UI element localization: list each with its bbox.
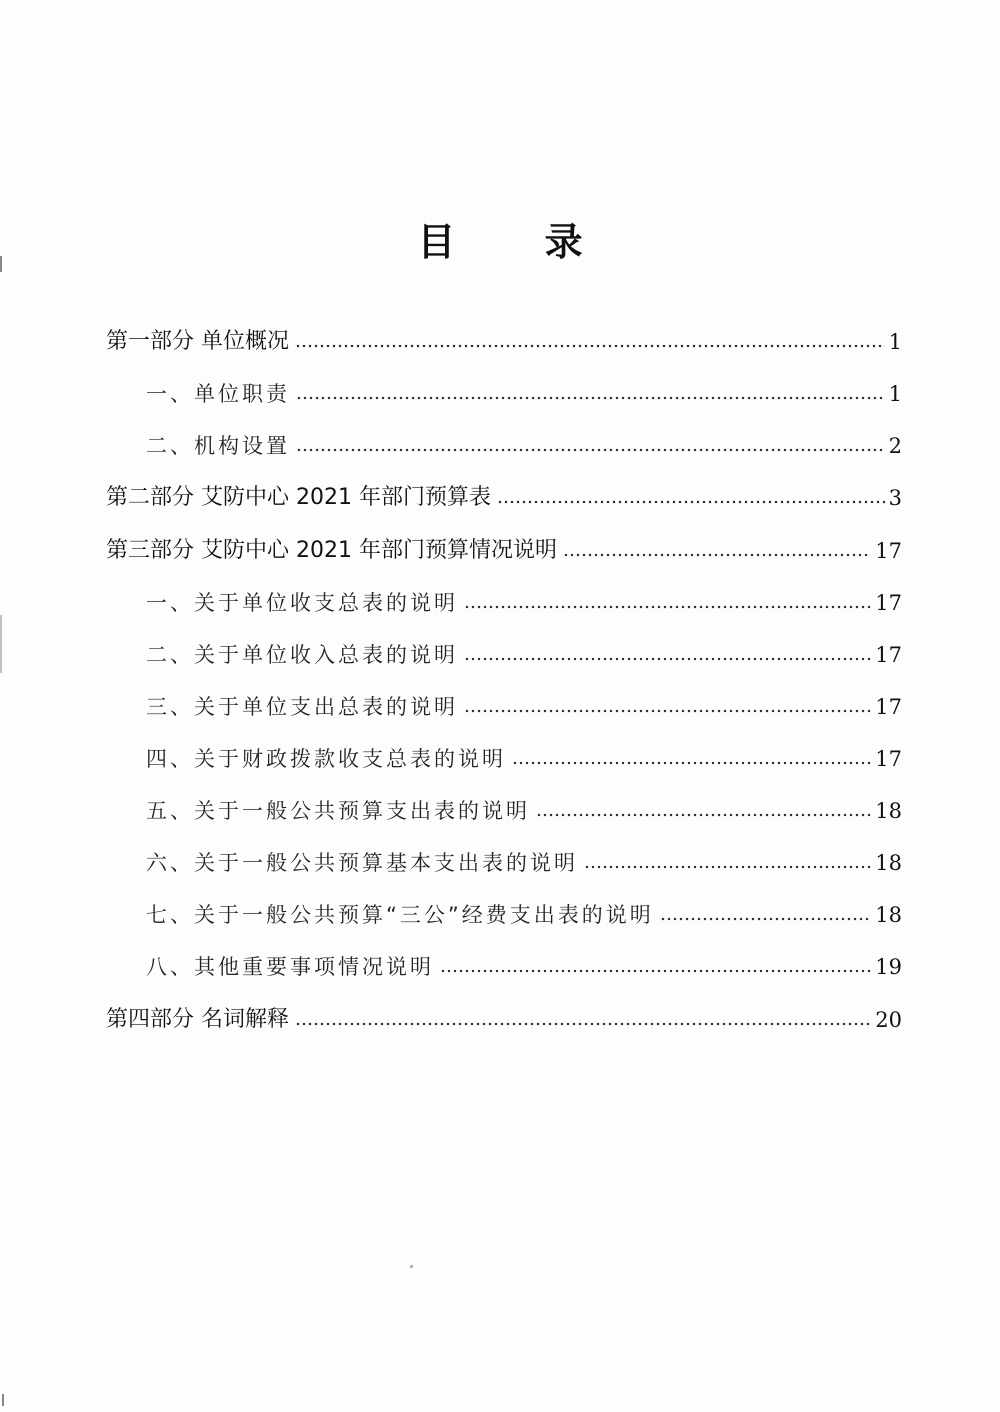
toc-page-number: 20 [875, 1008, 902, 1032]
toc-leader-dots [296, 446, 885, 454]
toc-entry-income-expense-summary[interactable] [146, 585, 902, 621]
toc-entry-label: 三、关于单位支出总表的说明 [146, 695, 458, 719]
toc-entry-income-summary[interactable] [146, 637, 902, 673]
toc-page-number: 1 [888, 382, 902, 406]
toc-leader-dots [660, 915, 872, 923]
toc-leader-dots [497, 498, 885, 506]
scan-edge-mark [2, 1394, 4, 1406]
toc-entry-label: 第四部分 名词解释 [106, 1007, 289, 1032]
toc-page-number: 2 [888, 434, 902, 458]
toc-page-number: 18 [875, 903, 902, 927]
toc-leader-dots [464, 655, 871, 663]
toc-entry-part-1[interactable] [106, 324, 902, 360]
toc-leader-dots [512, 759, 871, 767]
toc-entry-general-budget-expense[interactable] [146, 793, 902, 829]
toc-entry-expense-summary[interactable] [146, 689, 902, 725]
toc-entry-label: 二、机构设置 [146, 434, 290, 458]
toc-leader-dots [295, 1020, 871, 1028]
scan-dust-mark [410, 1265, 413, 1268]
toc-entry-label: 第三部分 艾防中心 2021 年部门预算情况说明 [106, 538, 557, 563]
toc-leader-dots [440, 967, 871, 975]
toc-leader-dots [464, 707, 871, 715]
scan-edge-mark [0, 256, 2, 272]
toc-entry-label: 六、关于一般公共预算基本支出表的说明 [146, 851, 578, 875]
toc-entry-label: 二、关于单位收入总表的说明 [146, 643, 458, 667]
toc-leader-dots [296, 394, 885, 402]
toc-leader-dots [464, 603, 871, 611]
toc-entry-org-structure[interactable] [146, 428, 902, 464]
toc-page-number: 17 [875, 591, 902, 615]
toc-page-number: 3 [888, 486, 902, 510]
toc-entry-label: 四、关于财政拨款收支总表的说明 [146, 747, 506, 771]
toc-entry-fiscal-appropriation[interactable] [146, 741, 902, 777]
scan-edge-mark [0, 615, 2, 673]
toc-entry-label: 一、关于单位收支总表的说明 [146, 591, 458, 615]
toc-entry-label: 八、其他重要事项情况说明 [146, 955, 434, 979]
toc-entry-unit-duties[interactable] [146, 376, 902, 412]
toc-page-number: 18 [875, 799, 902, 823]
toc-entry-other-matters[interactable] [146, 949, 902, 985]
toc-entry-label: 一、单位职责 [146, 382, 290, 406]
toc-entry-label: 五、关于一般公共预算支出表的说明 [146, 799, 530, 823]
page-title: 目 录 [417, 220, 621, 264]
toc-entry-label: 七、关于一般公共预算“三公”经费支出表的说明 [146, 903, 654, 927]
toc-page-number: 19 [875, 955, 902, 979]
toc-entry-part-2[interactable] [106, 480, 902, 516]
toc-leader-dots [584, 863, 871, 871]
toc-entry-label: 第二部分 艾防中心 2021 年部门预算表 [106, 485, 491, 510]
toc-page-number: 17 [875, 747, 902, 771]
toc-entry-part-3[interactable] [106, 533, 902, 569]
toc-page-number: 1 [888, 330, 902, 354]
toc-leader-dots [295, 342, 885, 350]
toc-page-number: 18 [875, 851, 902, 875]
toc-leader-dots [536, 811, 871, 819]
toc-page-number: 17 [875, 539, 902, 563]
toc-leader-dots [563, 551, 871, 559]
toc-entry-general-budget-basic[interactable] [146, 845, 902, 881]
toc-entry-three-public-expense[interactable] [146, 897, 902, 933]
toc-page-number: 17 [875, 695, 902, 719]
toc-entry-label: 第一部分 单位概况 [106, 329, 289, 354]
toc-page-number: 17 [875, 643, 902, 667]
toc-entry-part-4[interactable] [106, 1002, 902, 1038]
